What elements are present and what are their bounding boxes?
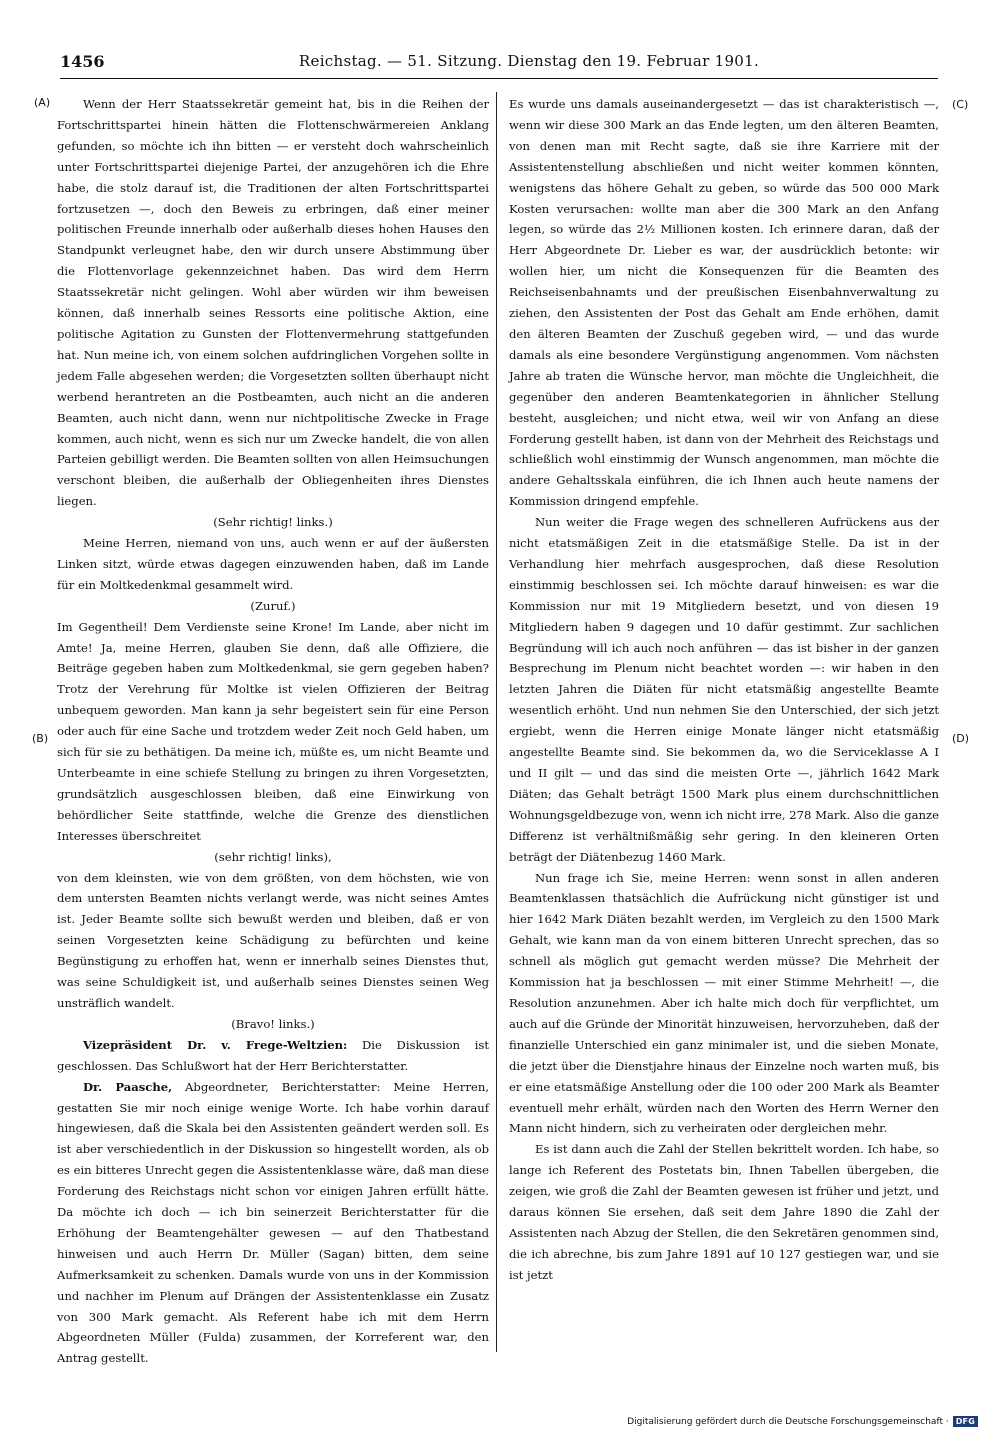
margin-marker-a: (A): [34, 96, 51, 109]
left-column-paragraph: [57, 94, 489, 512]
paragraph-text: Abgeordneter, Berichterstatter: Meine Herren, gestatten Sie mir noch einige wenige Worte. Ich habe vorhin darauf hingewiesen, daß die Skala bei den Assistenten geändert werden soll. Es ist aber verschiedentlich in der Diskussion so hingestellt worden, als ob es ein bitteres Unrecht gegen die Assistentenklasse wäre, daß man diese Forderung des Reichstags nicht schon vor einigen Jahren erfüllt hätte. Da möchte ich doch — ich bin seinerzeit Berichterstatter für die Erhöhung der Beamtengehälter gewesen — auf den Thatbestand hinweisen und auch Herrn Dr. Müller (Sagan) bitten, dem seine Aufmerksamkeit zu schenken. Damals wurde von uns in der Kommission und nachher im Plenum auf Drängen der Assistentenklasse ein Zusatz von 300 Mark gemacht. Als Referent habe ich mit dem Herrn Abgeordneten Müller (Fulda) zusammen, der Korreferent war, den Antrag gestellt.: [57, 1079, 489, 1366]
left-column-paragraph: [57, 1014, 489, 1035]
paragraph-text: Es ist dann auch die Zahl der Stellen bekrittelt worden. Ich habe, so lange ich Referent des Postetats bin, Ihnen Tabellen übergeben, die zeigen, wie groß die Zahl der Beamten gewesen ist früher und jetzt, und daraus können Sie ersehen, daß seit dem Jahre 1890 die Zahl der Assistenten nach Abzug der Stellen, die den Sekretären genommen sind, die ich abrechne, bis zum Jahre 1891 auf 10 127 gestiegen war, und sie ist jetzt: [509, 1142, 939, 1282]
paragraph-text: Es wurde uns damals auseinandergesetzt — das ist charakteristisch —, wenn wir diese 300 Mark an das Ende legten, um den älteren Beamten, von denen man mit Recht sagte, daß sie ihre Karriere mit der Assistentenstellung abschließen und nicht weiter kommen könnten, wenigstens das höhere Gehalt zu geben, so würde das 500 000 Mark Kosten verursachen: wollte man aber die 300 Mark an den Anfang legen, so würde das 2½ Millionen kosten. Ich erinnere daran, daß der Herr Abgeordnete Dr. Lieber es war, der ausdrücklich betonte: wir wollen hier, um nicht die Konsequenzen für die Beamten des Reichseisenbahnamts und der preußischen Eisenbahnverwaltung zu ziehen, den Assistenten der Post das Gehalt am Ende erhöhen, damit den älteren Beamten der Zuschuß gegeben wird, — und das wurde damals als eine besondere Vergünstigung angenommen. Vom nächsten Jahre ab traten die Wünsche hervor, man möchte die Ungleichheit, die gegenüber den anderen Beamtenkategorien in ähnlicher Stellung besteht, ausgleichen; und nicht etwa, weil wir von Anfang an diese Forderung gestellt haben, ist dann von der Mehrheit des Reichstags und schließlich wohl einstimmig der Wunsch angenommen, man möchte die andere Gehaltsskala einführen, die ich Ihnen auch heute namens der Kommission dringend empfehle.: [509, 97, 939, 509]
left-column-paragraph: [57, 617, 489, 847]
left-column-paragraph: [57, 1035, 489, 1077]
speaker-name: Dr. Paasche,: [83, 1079, 173, 1094]
left-column-paragraph: [57, 1077, 489, 1370]
page-number: 1456: [60, 52, 105, 71]
left-column: [57, 94, 489, 1369]
margin-marker-c: (C): [952, 98, 969, 111]
right-column-paragraph: [509, 1139, 939, 1285]
right-column-paragraph: [509, 94, 939, 512]
paragraph-text: Die Diskussion ist geschlossen. Das Schlußwort hat der Herr Berichterstatter.: [57, 1037, 490, 1073]
paragraph-text: Nun frage ich Sie, meine Herren: wenn sonst in allen anderen Beamtenklassen thatsächlich die Aufrückung nicht günstiger ist und hier 1642 Mark Diäten bezahlt werden, im Vergleich zu den 1500 Mark Gehalt, wie kann man da von einem bitteren Unrecht sprechen, das so schnell als möglich gut gemacht werden müsse? Die Mehrheit der Kommission hat ja beschlossen — mit einer Stimme Mehrheit! —, die Resolution anzunehmen. Aber ich halte mich doch für verpflichtet, um auch auf die Gründe der Minorität hinzuweisen, hervorzuheben, daß der finanzielle Unterschied ein ganz minimaler ist, und die sieben Monate, die jetzt über die Dienstjahre hinaus der Einzelne noch warten muß, bis er eine etatsmäßige Anstellung oder die 100 oder 200 Mark als Beamter eventuell mehr erhält, würden nach den Worten des Herrn Werner den Mann nicht hindern, sich zu verheiraten oder dergleichen mehr.: [509, 870, 939, 1136]
page-header: [60, 48, 938, 79]
paragraph-text: (Sehr richtig! links.): [213, 515, 333, 530]
paragraph-text: Im Gegentheil! Dem Verdienste seine Krone! Im Lande, aber nicht im Amte! Ja, meine Herren, glauben Sie denn, daß alle Offiziere, die Beiträge gegeben haben zum Moltkedenkmal, sie gern gegeben haben? Trotz der Verehrung für Moltke ist vielen Offizieren der Beitrag unbequem geworden. Man kann ja sehr begeistert sein für eine Person oder auch für eine Sache und trotzdem weder Zeit noch Geld haben, um sich für sie zu bethätigen. Da meine ich, müßte es, um nicht Beamte und Unterbeamte in eine schiefe Stellung zu bringen zu ihren Vorgesetzten, grundsätzlich ausgeschlossen bleiben, daß eine Einwirkung von behördlicher Seite stattfinde, welche die Grenze des dienstlichen Interesses überschreitet: [57, 619, 489, 843]
paragraph-text: Wenn der Herr Staatssekretär gemeint hat, bis in die Reihen der Fortschrittspartei hinein hätten die Flottenschwärmereien Anklang gefunden, so möchte ich ihn bitten — er versteht doch wahrscheinlich unter Fortschrittspartei diejenige Partei, der anzugehören ich die Ehre habe, die stolz darauf ist, die Traditionen der alten Fortschrittspartei fortzusetzen —, doch den Beweis zu erbringen, daß einer meiner politischen Freunde innerhalb oder außerhalb dieses hohen Hauses den Standpunkt verleugnet habe, den wir durch unsere Abstimmung über die Flottenvorlage gekennzeichnet haben. Das wird dem Herrn Staatssekretär nicht gelingen. Wohl aber würden wir ihm beweisen können, daß innerhalb seines Ressorts eine politische Aktion, eine politische Agitation zu Gunsten der Flottenvermehrung stattgefunden hat. Nun meine ich, von einem solchen aufdringlichen Vorgehen sollte in jedem Falle abgesehen werden; die Vorgesetzten sollten überhaupt nicht werbend herantreten an die Postbeamten, auch nicht an die anderen Beamten, auch nicht dann, wenn nur nichtpolitische Zwecke in Frage kommen, auch nicht, wenn es sich nur um Zwecke handelt, die von allen Parteien gebilligt werden. Die Beamten sollten von allen Heimsuchungen verschont bleiben, die außerhalb der Obliegenheiten ihres Dienstes liegen.: [57, 97, 490, 509]
right-column-paragraph: [509, 512, 939, 867]
paragraph-text: Meine Herren, niemand von uns, auch wenn er auf der äußersten Linken sitzt, würde etwas dagegen einzuwenden haben, daß im Lande für ein Moltkedenkmal gesammelt wird.: [57, 536, 489, 592]
dfg-logo: DFG: [953, 1416, 978, 1427]
page-title: Reichstag. — 51. Sitzung. Dienstag den 19. Februar 1901.: [298, 52, 760, 70]
left-column-paragraph: [57, 533, 489, 596]
paragraph-text: (Bravo! links.): [231, 1016, 315, 1031]
speaker-name: Vizepräsident Dr. v. Frege-Weltzien:: [83, 1037, 348, 1052]
right-column: [509, 94, 939, 1286]
footer: [627, 1416, 978, 1427]
margin-marker-b: (B): [32, 732, 49, 745]
left-column-paragraph: [57, 596, 489, 617]
paragraph-text: von dem kleinsten, wie von dem größten, von dem höchsten, wie von dem untersten Beamten nichts verlangt werde, was nicht seines Amtes ist. Jeder Beamte sollte sich bewußt werden und bleiben, daß er von seinen Vorgesetzten keine Schädigung zu befürchten und keine Begünstigung zu erhoffen hat, wenn er innerhalb seines Dienstes thut, was seine Schuldigkeit ist, und außerhalb seines Dienstes seinen Weg unsträflich wandelt.: [57, 870, 489, 1010]
footer-credit: Digitalisierung gefördert durch die Deutsche Forschungsgemeinschaft ·: [627, 1416, 949, 1427]
paragraph-text: Nun weiter die Frage wegen des schnelleren Aufrückens aus der nicht etatsmäßigen Zeit in die etatsmäßige Stelle. Da ist in der Verhandlung hier mehrfach ausgesprochen, daß diese Resolution einstimmig beschlossen sei. Ich möchte darauf hinweisen: es war die Kommission nur mit 19 Mitgliedern besetzt, und von diesen 19 Mitgliedern haben 9 dagegen und 10 dafür gestimmt. Zur sachlichen Begründung will ich auch noch anführen — das ist bisher in der ganzen Besprechung im Plenum nicht beachtet worden —: wir haben in den letzten Jahren die Diäten für nicht etatsmäßig angestellte Beamte wesentlich erhöht. Und nun nehmen Sie den Unterschied, der sich jetzt ergiebt, wenn die Herren einige Monate länger nicht etatsmäßig angestellte Beamte sind. Sie bekommen da, wo die Serviceklasse A I und II gilt — und das sind die meisten Orte —, jährlich 1642 Mark Diäten; das Gehalt beträgt 1500 Mark plus einem durchschnittlichen Wohnungsgeldbezuge von, wenn ich nicht irre, 278 Mark. Also die ganze Differenz ist verhältnißmäßig sehr gering. In den kleineren Orten beträgt der Diätenbezug 1460 Mark.: [509, 515, 939, 864]
column-divider: [496, 92, 497, 1352]
right-column-paragraph: [509, 868, 939, 1140]
left-column-paragraph: [57, 847, 489, 868]
left-column-paragraph: [57, 868, 489, 1014]
left-column-paragraph: [57, 512, 489, 533]
paragraph-text: (sehr richtig! links),: [214, 849, 332, 864]
paragraph-text: (Zuruf.): [250, 598, 296, 613]
margin-marker-d: (D): [952, 732, 970, 745]
